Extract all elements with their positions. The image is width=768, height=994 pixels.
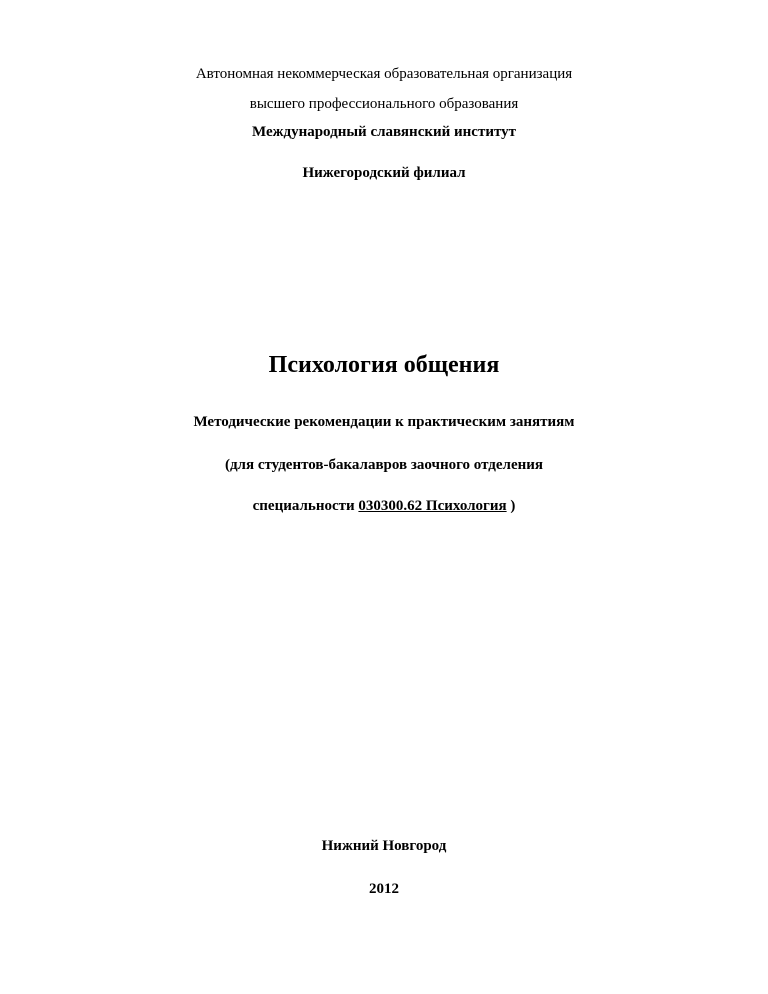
document-title: Психология общения [268,352,500,378]
document-subtitle: Методические рекомендации к практическим занятиям [193,414,575,430]
publication-year: 2012 [369,881,399,897]
institute-name: Международный славянский институт [251,124,517,140]
city-name: Нижний Новгород [321,838,447,854]
specialty-line [0,498,768,515]
branch-name: Нижегородский филиал [302,165,466,181]
specialty-suffix: ) [506,498,516,514]
organization-line-1: Автономная некоммерческая образовательная организация [195,66,573,82]
audience-line: (для студентов-бакалавров заочного отделения [224,457,544,473]
specialty-prefix: специальности [252,498,359,514]
specialty-code: 030300.62 Психология [358,498,507,514]
organization-line-2: высшего профессионального образования [249,96,519,112]
